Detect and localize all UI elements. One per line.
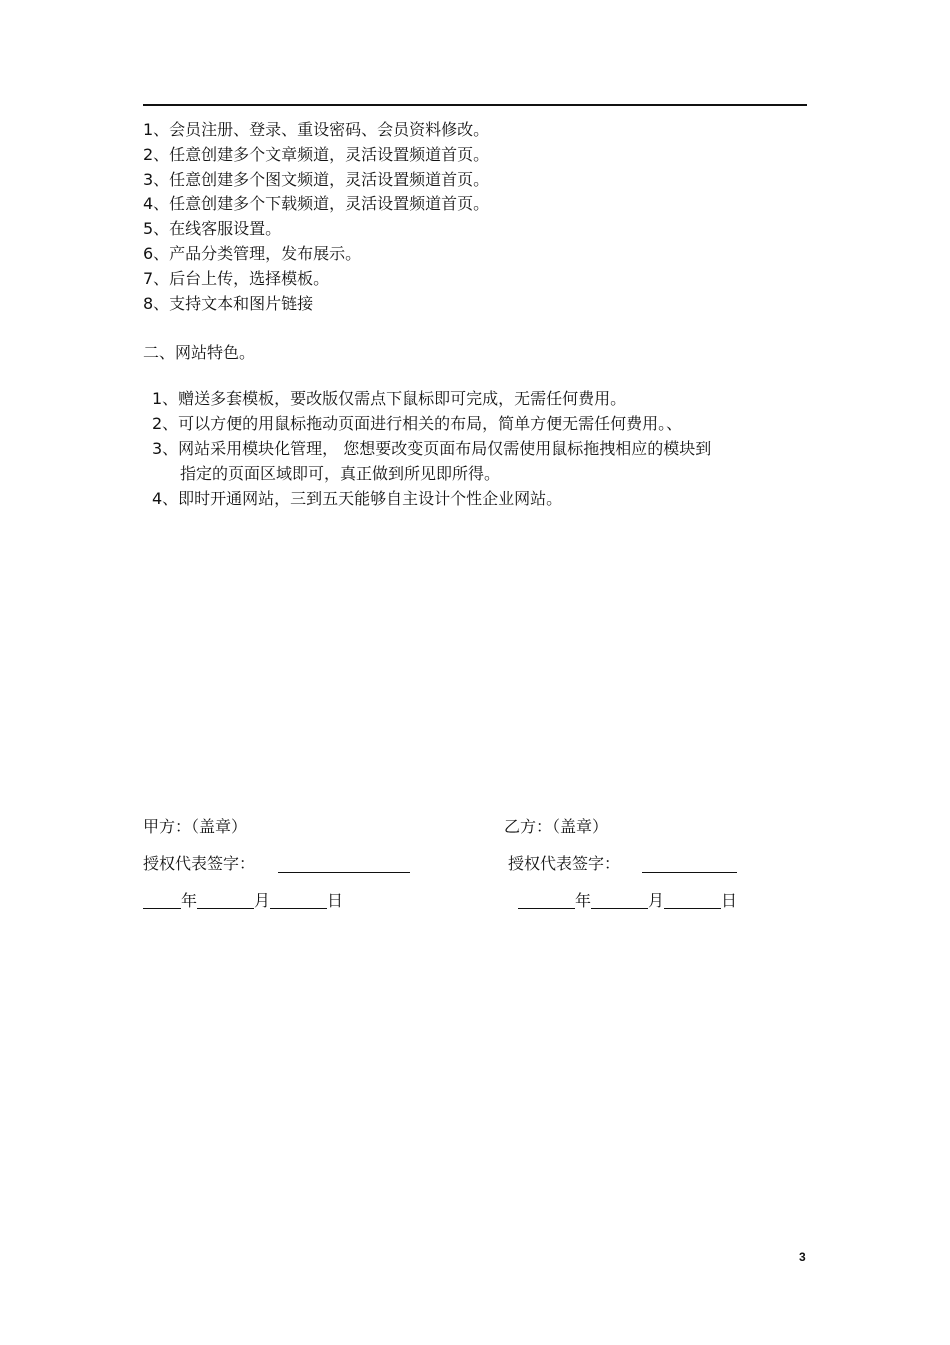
party-b-signature-line (642, 856, 737, 873)
party-a-signature-line (278, 856, 410, 873)
day-label: 日 (721, 891, 738, 910)
feature-item: 2、任意创建多个文章频道，灵活设置频道首页。 (143, 145, 490, 164)
year-blank (143, 892, 181, 909)
header-rule (143, 104, 807, 106)
month-label: 月 (254, 891, 271, 910)
feature-item: 4、任意创建多个下载频道，灵活设置频道首页。 (143, 194, 490, 213)
party-b-date (518, 891, 737, 911)
feature-item: 3、任意创建多个图文频道，灵活设置频道首页。 (143, 170, 490, 189)
party-a-date (143, 891, 343, 911)
specialty-item: 1、赠送多套模板，要改版仅需点下鼠标即可完成，无需任何费用。 (152, 389, 627, 408)
month-label: 月 (648, 891, 665, 910)
page-number: 3 (799, 1250, 806, 1264)
feature-item: 5、在线客服设置。 (143, 219, 282, 238)
party-b-auth-label: 授权代表签字： (508, 854, 621, 873)
feature-item: 8、支持文本和图片链接 (143, 294, 314, 313)
day-blank (270, 892, 327, 909)
month-blank (197, 892, 254, 909)
specialty-item: 3、网站采用模块化管理， 您想要改变页面布局仅需使用鼠标拖拽相应的模块到 (152, 439, 712, 458)
specialty-item: 2、可以方便的用鼠标拖动页面进行相关的布局，简单方便无需任何费用。、 (152, 414, 683, 433)
day-blank (664, 892, 721, 909)
year-blank (518, 892, 575, 909)
feature-item: 1、会员注册、登录、重设密码、会员资料修改。 (143, 120, 490, 139)
feature-item: 6、产品分类管理，发布展示。 (143, 244, 362, 263)
feature-item: 7、后台上传，选择模板。 (143, 269, 330, 288)
party-a-auth-label: 授权代表签字： (143, 854, 256, 873)
party-b-seal-label: 乙方：（盖章） (504, 817, 609, 836)
year-label: 年 (181, 891, 198, 910)
section-title: 二、网站特色。 (143, 343, 256, 362)
party-a-seal-label: 甲方：（盖章） (143, 817, 248, 836)
year-label: 年 (575, 891, 592, 910)
specialty-item: 4、即时开通网站，三到五天能够自主设计个性企业网站。 (152, 489, 563, 508)
specialty-item-continued: 指定的页面区域即可，真正做到所见即所得。 (180, 464, 501, 483)
month-blank (591, 892, 648, 909)
day-label: 日 (327, 891, 344, 910)
